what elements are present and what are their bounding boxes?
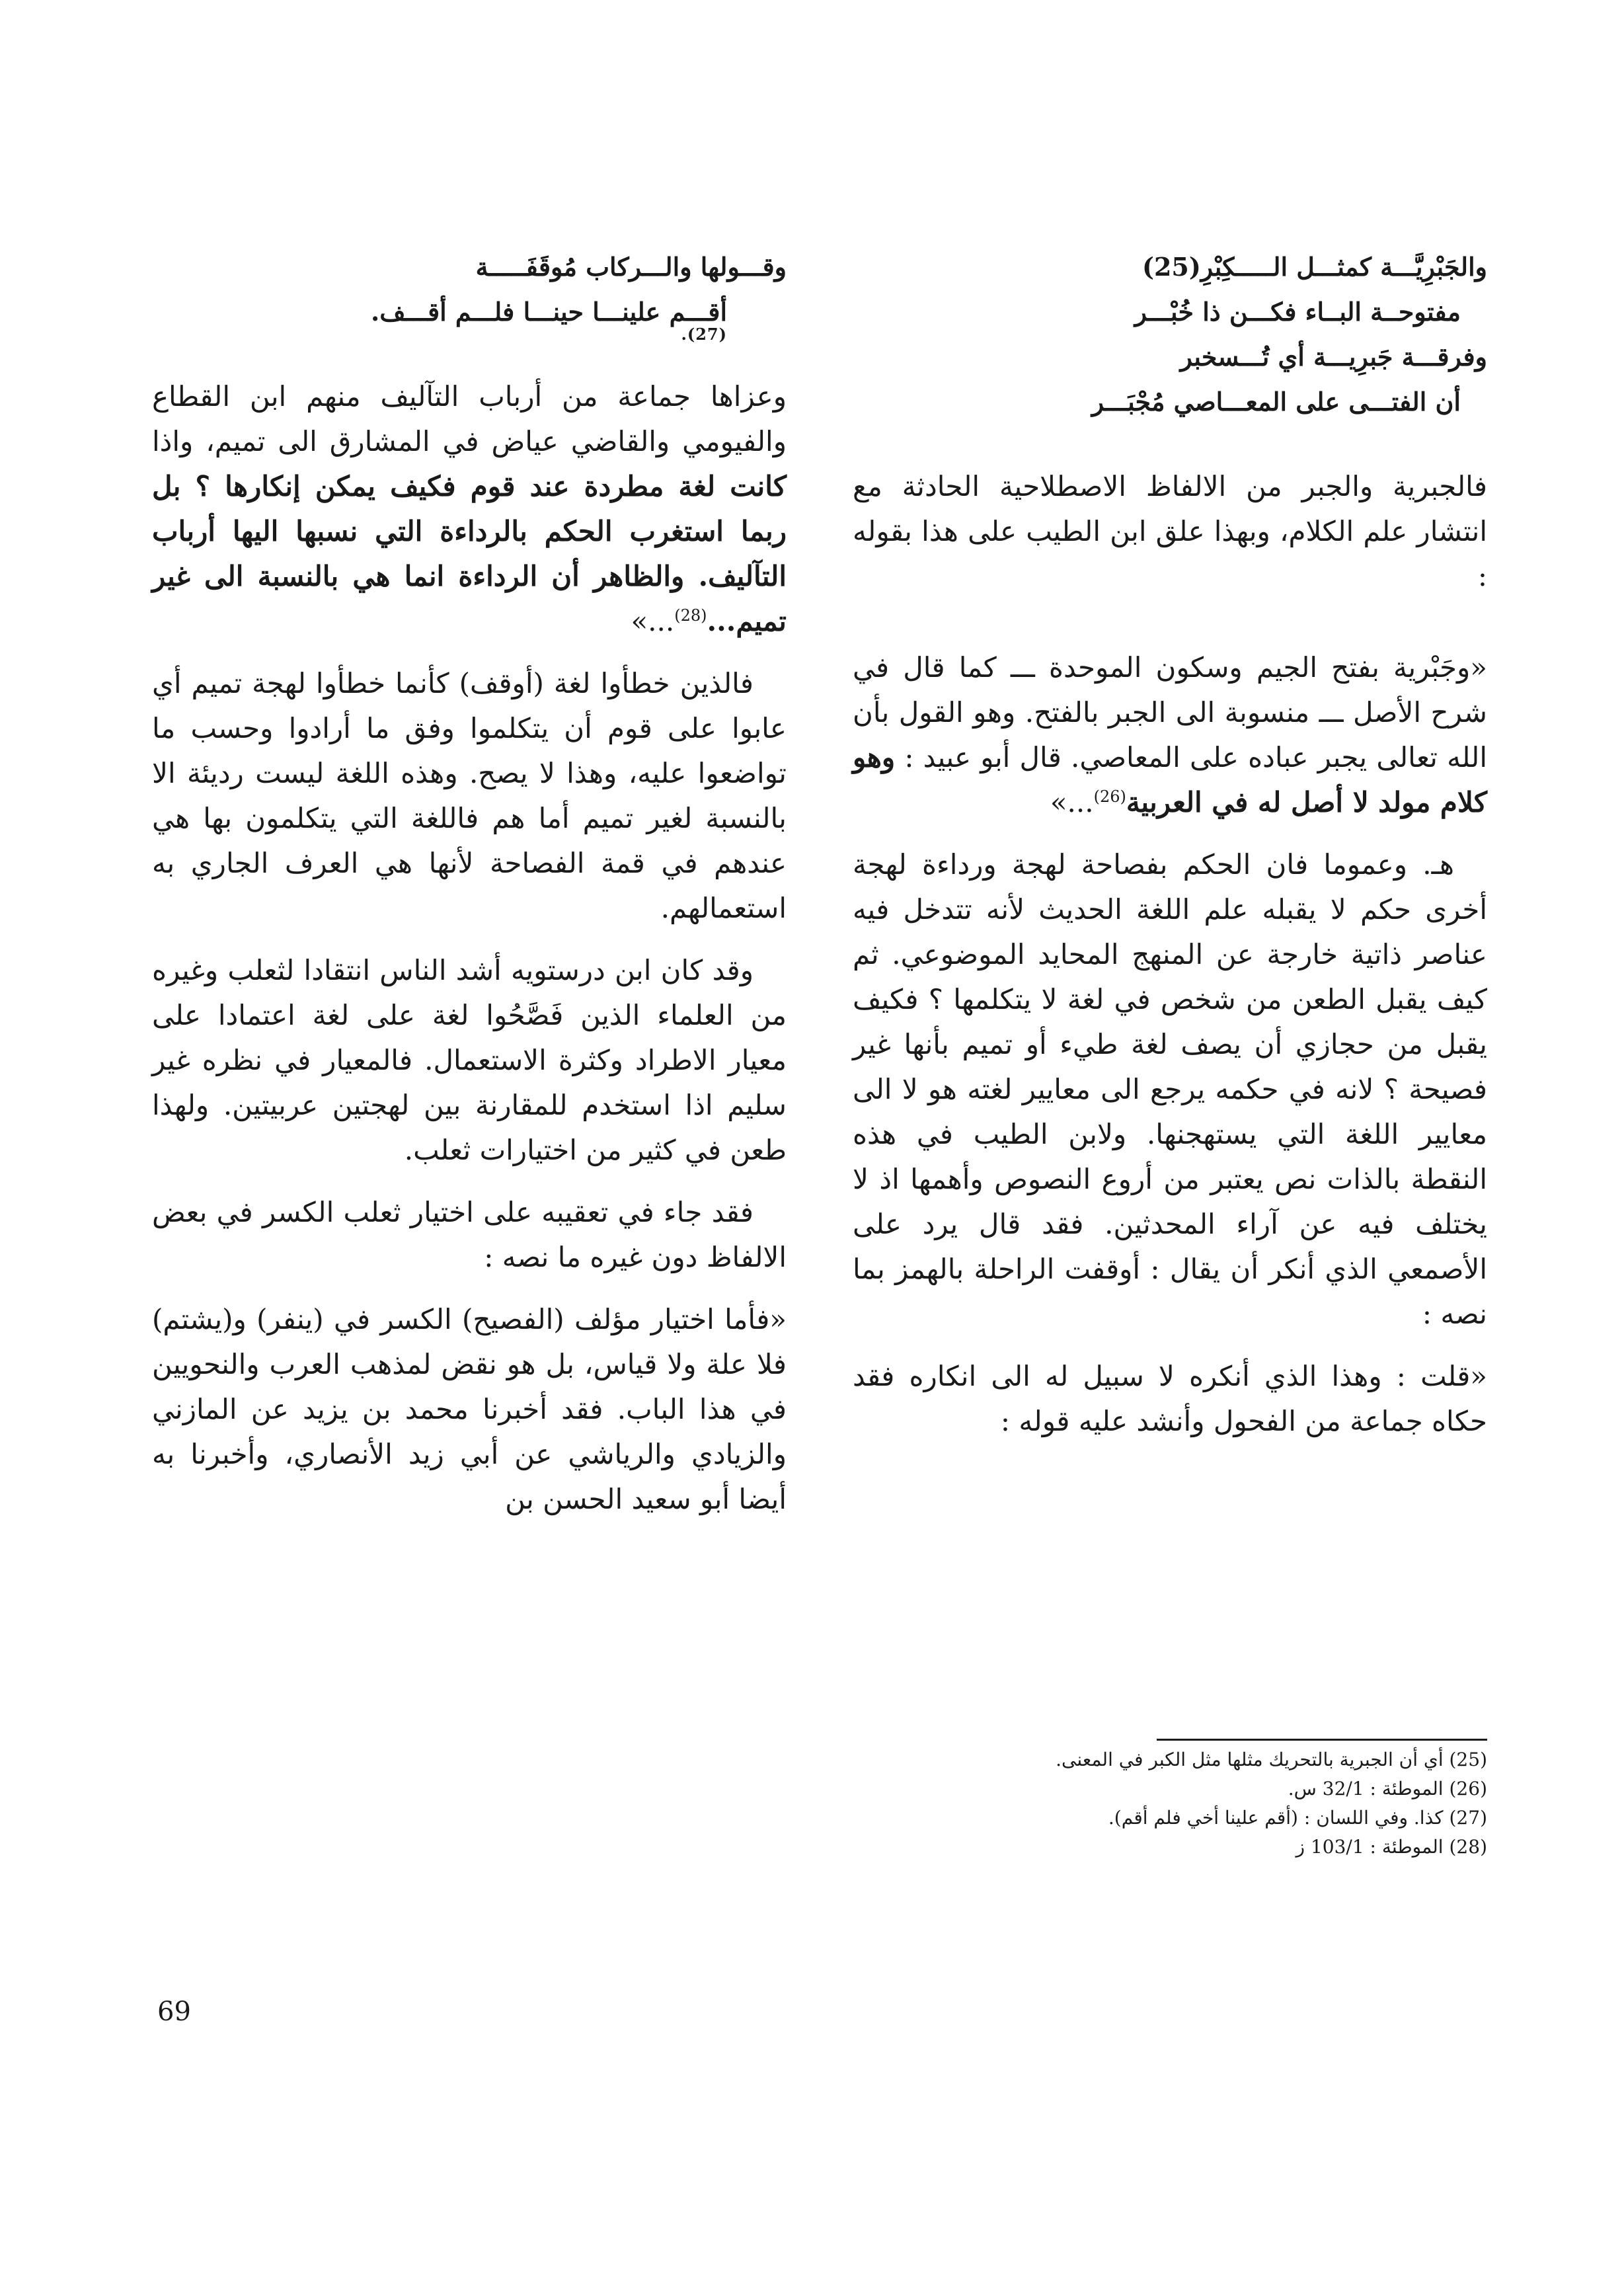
footnote: (27) كذا. وفي اللسان : (أقم علينا أخي فلم أقم). bbox=[1108, 1807, 1487, 1829]
paragraph: وقد كان ابن درستويه أشد الناس انتقادا لثعلب وغيره من العلماء الذين فَصَّحُوا لغة على لغة اعتمادا على معيار الاطراد وكثرة الاستعمال. فالمعيار في نظره غير سليم اذا استخدم للمقارنة بين لهجتين عربيتين. ولهذا طعن في كثير من اختيارات ثعلب. bbox=[152, 954, 787, 1166]
paragraph: وعزاها جماعة من أرباب التآليف منهم ابن القطاع والفيومي والقاضي عياض في المشارق الى تميم، واذا كانت لغة مطردة عند قوم فكيف يمكن إنكارها ؟ بل ربما استغرب الحكم بالرداءة التي نسبها اليها أرباب التآليف. والظاهر أن الرداءة انما هي بالنسبة الى غير تميم...$^{(28)}$...» bbox=[152, 380, 787, 637]
quotation: «قلت : وهذا الذي أنكره لا سبيل له الى انكاره فقد حكاه جماعة من الفحول وأنشد عليه قوله : bbox=[853, 1360, 1487, 1437]
paragraph: فالجبرية والجبر من الالفاظ الاصطلاحية الحادثة مع انتشار علم الكلام، وبهذا علق ابن الطيب على هذا بقوله : bbox=[853, 470, 1487, 592]
quotation-bold: وهو كلام مولد لا أصل له في العربية bbox=[853, 741, 1487, 818]
footnote: (25) أي أن الجبرية بالتحريك مثلها مثل الكبر في المعنى. bbox=[1056, 1749, 1487, 1770]
verse-line: أن الفتـــى على المعـــاصي مُجْبَـــر bbox=[1091, 387, 1461, 416]
footnotes bbox=[853, 1745, 1487, 1862]
footnote-ref: (26) bbox=[1093, 787, 1126, 806]
paragraph: فقد جاء في تعقيبه على اختيار ثعلب الكسر في بعض الالفاظ دون غيره ما نصه : bbox=[152, 1196, 787, 1273]
verse-line: أقـــم علينـــا حينـــا فلـــم أقـــف. (27). bbox=[370, 297, 727, 344]
footnote: (28) الموطئة : 103/1 ز bbox=[1295, 1836, 1487, 1858]
page-number: 69 bbox=[157, 1997, 191, 2027]
quotation: «وجَبْرية بفتح الجيم وسكون الموحدة ـــ كما قال في شرح الأصل ـــ منسوبة الى الجبر بالفتح. وهو القول بأن الله تعالى يجبر عباده على المعاصي. قال أبو عبيد : وهو كلام مولد لا أصل له في العربية$^{(26)}$...» bbox=[853, 651, 1487, 818]
paragraph: هـ. وعموما فان الحكم بفصاحة لهجة ورداءة لهجة أخرى حكم لا يقبله علم اللغة الحديث لأنه تتدخل فيه عناصر ذاتية خارجة عن المنهج المحايد الموضوعي. ثم كيف يقبل الطعن من شخص في لغة لا يتكلمها ؟ فكيف يقبل من حجازي أن يصف لغة طيء أو تميم بأنها غير فصيحة ؟ لانه في حكمه يرجع الى معايير لغته هو لا الى معايير اللغة التي يستهجنها. ولابن الطيب في هذه النقطة بالذات نص يعتبر من أروع النصوص وأهمها اذ لا يختلف فيه عن آراء المحدثين. فقد قال يرد على الأصمعي الذي أنكر أن يقال : أوقفت الراحلة بالهمز بما نصه : bbox=[853, 848, 1487, 1330]
verse-stanza-2 bbox=[152, 245, 787, 344]
verse-line: مفتوحــة البــاء فكـــن ذا خُبْـــر bbox=[1134, 297, 1461, 327]
footnote: (26) الموطئة : 32/1 س. bbox=[1288, 1778, 1487, 1800]
quotation: «فأما اختيار مؤلف (الفصيح) الكسر في (ينفر) و(يشتم) فلا علة ولا قياس، بل هو نقض لمذهب العرب والنحويين في هذا الباب. فقد أخبرنا محمد بن يزيد عن المازني والزيادي والرياشي عن أبي زيد الأنصاري، وأخبرنا به أيضا أبو سعيد الحسن بن bbox=[152, 1303, 787, 1515]
verse-stanza-1 bbox=[853, 245, 1487, 424]
left-column bbox=[152, 245, 787, 1539]
verse-line: وفرقـــة جَبرِيـــة أي تُـــسخبر bbox=[1180, 342, 1487, 372]
verse-line: والجَبْرِيَّـــة كمثـــل الـــــكِبْرِ(25) bbox=[1141, 252, 1487, 282]
right-column bbox=[853, 245, 1487, 1461]
paragraph-bold: كانت لغة مطردة عند قوم فكيف يمكن إنكارها ؟ بل ربما استغرب الحكم بالرداءة التي نسبها اليها أرباب التآليف. والظاهر أن الرداءة انما هي بالنسبة الى غير تميم... bbox=[152, 470, 787, 637]
paragraph: فالذين خطأوا لغة (أوقف) كأنما خطأوا لهجة تميم أي عابوا على قوم أن يتكلموا وفق ما أرادوا وحسب ما تواضعوا عليه، وهذا لا يصح. وهذه اللغة ليست رديئة الا بالنسبة لغير تميم أما هم فاللغة التي يتكلمون بها هي عندهم في قمة الفصاحة لأنها هي العرف الجاري به استعمالهم. bbox=[152, 667, 787, 924]
footnote-ref: (28) bbox=[674, 606, 707, 625]
verse-line: وقـــولها والـــركاب مُوقَفَـــــة bbox=[475, 252, 787, 282]
footnote-divider bbox=[1157, 1739, 1487, 1741]
